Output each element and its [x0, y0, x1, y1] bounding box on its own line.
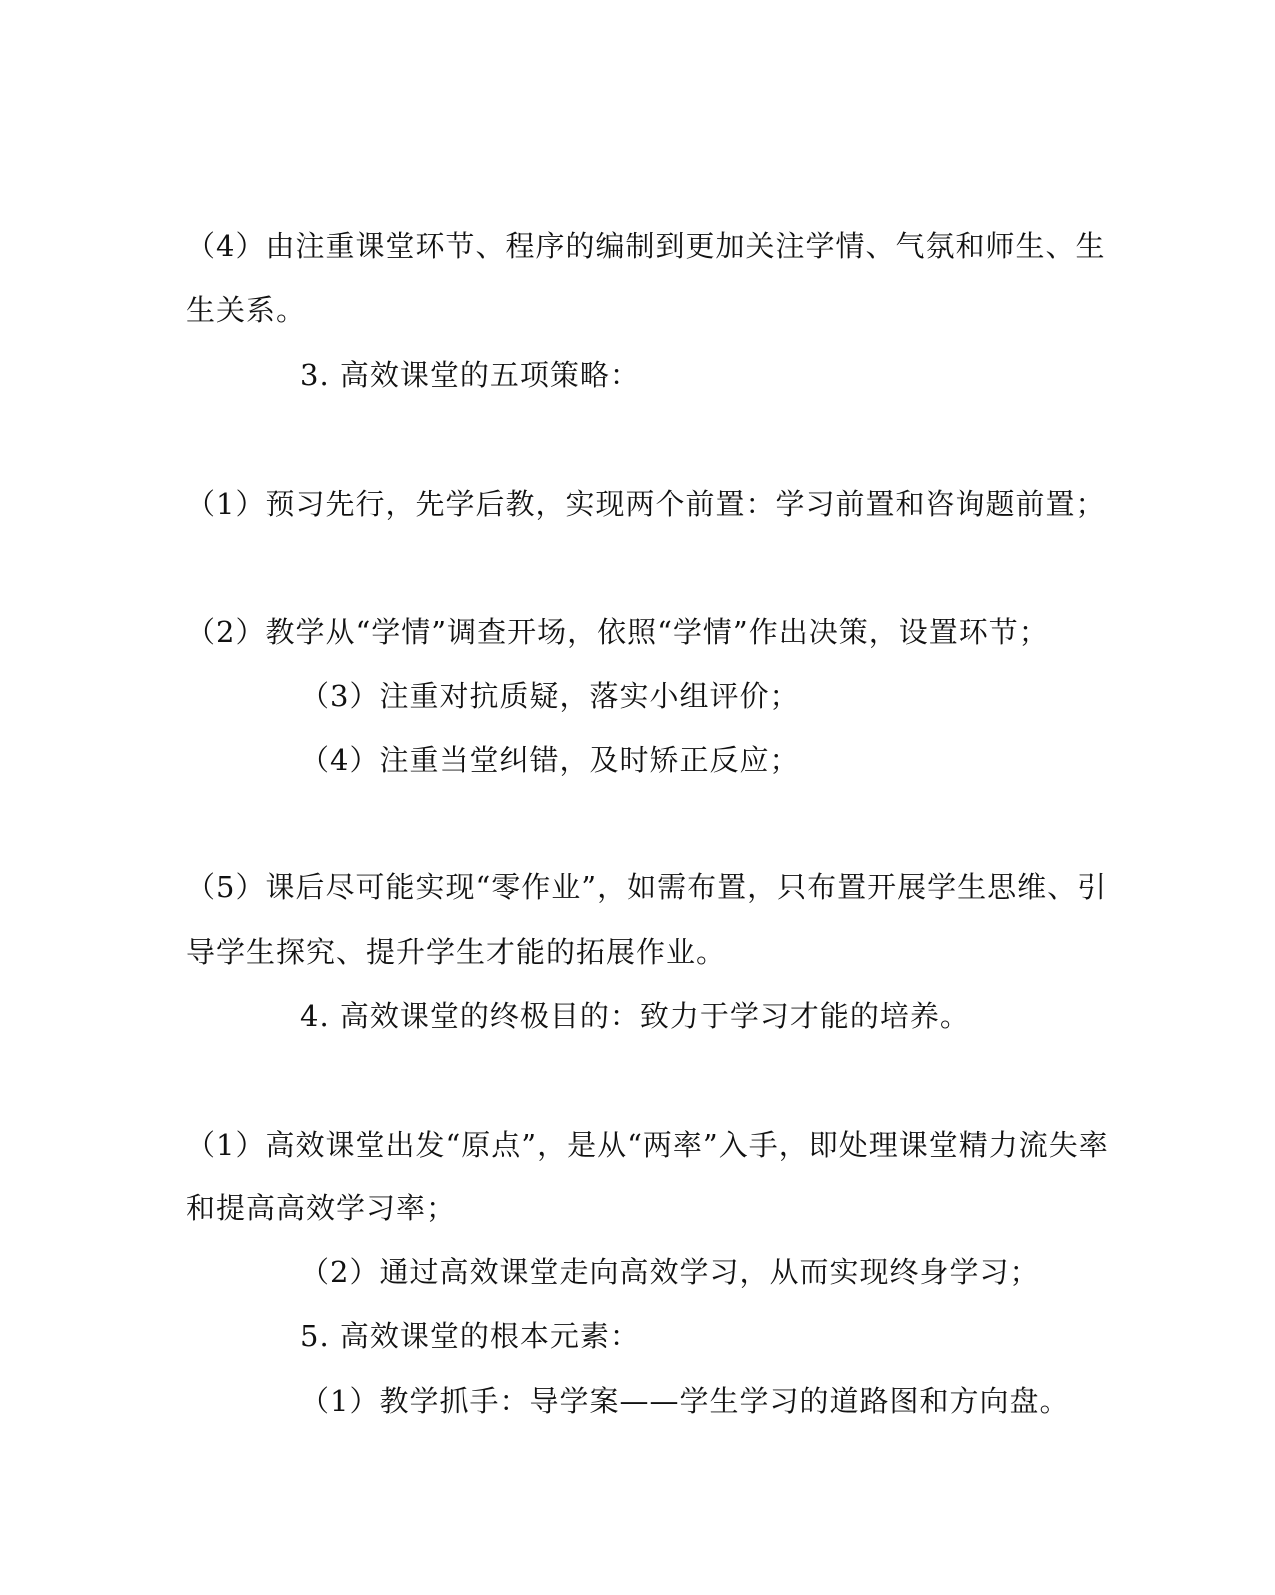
list-item: （4）注重当堂纠错，及时矫正反应；	[300, 743, 800, 777]
section-heading: 5. 高效课堂的根本元素：	[300, 1319, 640, 1353]
paragraph-line: 和提高高效学习率；	[186, 1191, 457, 1225]
list-item: （5）课后尽可能实现“零作业”，如需布置，只布置开展学生思维、引	[186, 870, 1108, 904]
list-item: （1）教学抓手：导学案——学生学习的道路图和方向盘。	[300, 1384, 1070, 1418]
list-item: （1）预习先行，先学后教，实现两个前置：学习前置和咨询题前置；	[186, 487, 1106, 521]
list-item: （1）高效课堂出发“原点”，是从“两率”入手，即处理课堂精力流失率	[186, 1128, 1109, 1162]
paragraph-line: （4）由注重课堂环节、程序的编制到更加关注学情、气氛和师生、生	[186, 229, 1106, 263]
section-heading: 3. 高效课堂的五项策略：	[300, 358, 640, 392]
list-item: （2）教学从“学情”调查开场，依照“学情”作出决策，设置环节；	[186, 615, 1049, 649]
section-heading: 4. 高效课堂的终极目的：致力于学习才能的培养。	[300, 999, 970, 1033]
list-item: （2）通过高效课堂走向高效学习，从而实现终身学习；	[300, 1255, 1040, 1289]
paragraph-line: 导学生探究、提升学生才能的拓展作业。	[186, 935, 727, 969]
list-item: （3）注重对抗质疑，落实小组评价；	[300, 679, 800, 713]
paragraph-line: 生关系。	[186, 293, 307, 327]
